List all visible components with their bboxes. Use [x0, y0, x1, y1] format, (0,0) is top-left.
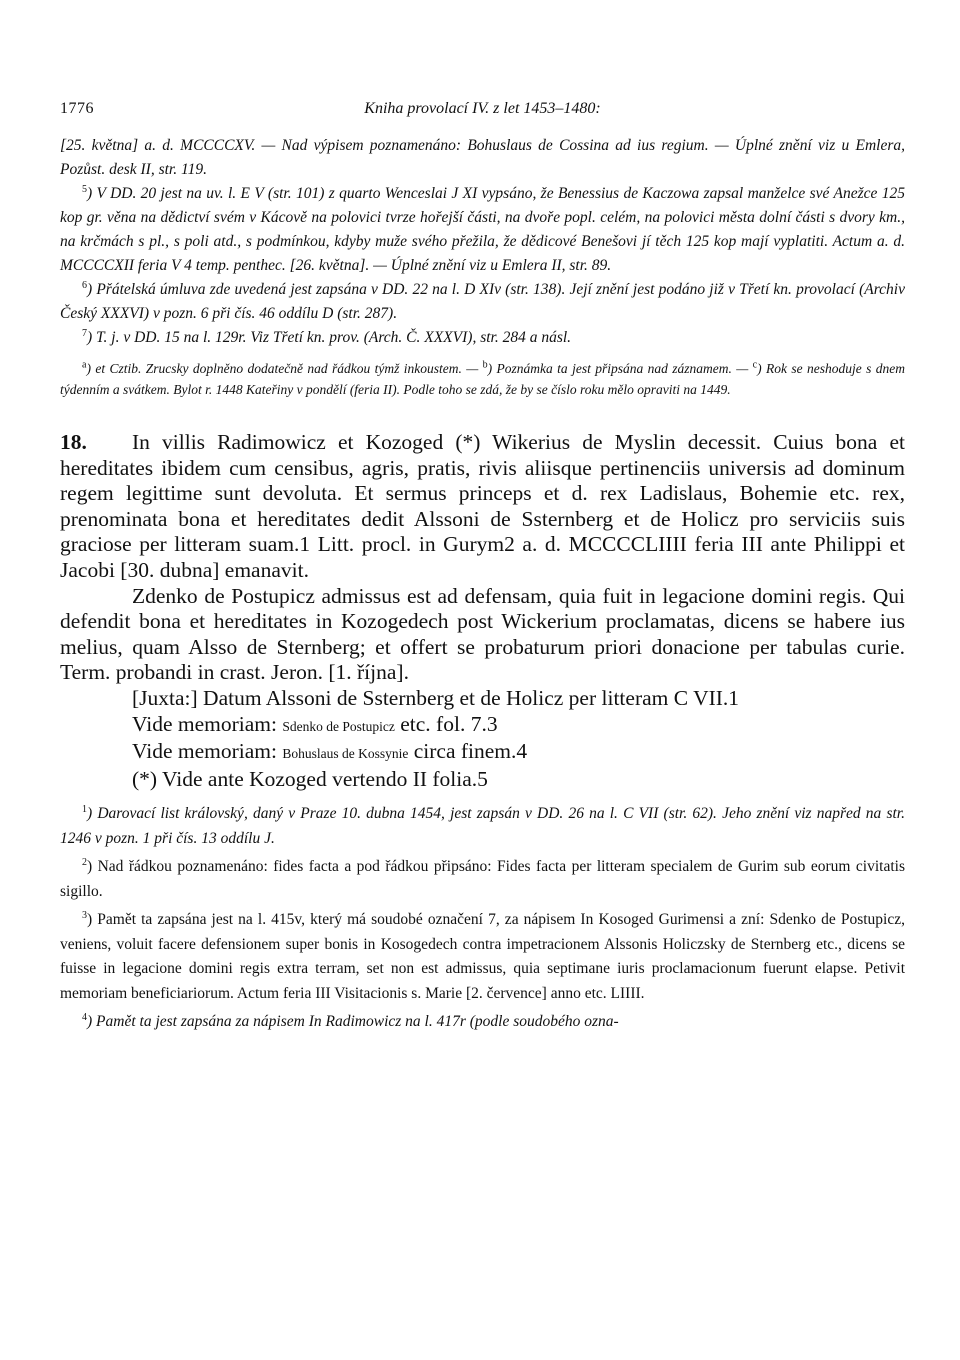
entry-number: 18.: [60, 430, 87, 454]
entry-18: [60, 430, 905, 792]
note-5-mark: 5: [82, 183, 87, 195]
note-5: [60, 182, 905, 278]
note-6-mark: 6: [82, 279, 87, 291]
memoria-2-ref: circa finem.4: [413, 739, 528, 764]
notes-top: [60, 134, 905, 350]
apparatus-a-text: ) et Cztib. Zrucsky doplněno dodatečně nad řádkou týmž inkoustem. —: [86, 361, 479, 376]
footnote-3-mark: 3: [82, 910, 87, 922]
footnote-2-text: ) Nad řádkou poznamenáno: fides facta a pod řádkou připsáno: Fides facta per litteram specialem de Gurim sub eorum civitatis sigillo.: [60, 858, 905, 900]
footnote-1: [60, 802, 905, 851]
footnote-4-mark: 4: [82, 1012, 87, 1024]
memoria-1-label: Vide memoriam:: [132, 711, 277, 736]
entry-paragraph-1: [60, 430, 905, 584]
apparatus-b-text: ) Poznámka ta jest připsána nad záznamem. —: [487, 361, 749, 376]
footnote-2: [60, 855, 905, 904]
footnote-1-mark: 1: [82, 804, 87, 816]
memoria-2-name: Bohuslaus de Kossynie: [282, 746, 409, 762]
note-continuation: [25. května] a. d. MCCCCXV. — Nad výpisem poznamenáno: Bohuslaus de Cossina ad ius regium. — Úplné znění viz u Emlera, Pozůst. desk II, str. 119.: [60, 137, 905, 178]
footnote-4-text: ) Pamět ta jest zapsána za nápisem In Radimowicz na l. 417r (podle soudobého ozna-: [87, 1013, 619, 1031]
memoria-1-ref: etc. fol. 7.3: [400, 711, 498, 736]
entry-memoria-line-1: [60, 712, 905, 740]
footnote-2-mark: 2: [82, 857, 87, 869]
memoria-1-name: Sdenko de Postupicz: [282, 718, 395, 734]
note-7: [60, 326, 905, 350]
memoria-2-label: Vide memoriam:: [132, 739, 277, 764]
footnote-1-text: ) Darovací list královský, daný v Praze 10. dubna 1454, jest zapsán v DD. 26 na l. C VII (str. 62). Jeho znění viz napřed na str. 1246 v pozn. 1 při čís. 13 oddílu J.: [60, 805, 905, 847]
page-header: [60, 100, 905, 134]
entry-juxta-line: [Juxta:] Datum Alssoni de Ssternberg et de Holicz per litteram C VII.1: [132, 685, 740, 710]
note-6-text: ) Přátelská úmluva zde uvedená jest zapsána v DD. 22 na l. D XIv (str. 138). Její znění jest podáno již v Třetí kn. provolací (Archiv Český XXXVI) v pozn. 6 při čís. 46 oddílu D (str. 287).: [60, 281, 905, 322]
note-6: [60, 278, 905, 326]
entry-paragraph-1-text: In villis Radimowicz et Kozoged (*) Wikerius de Myslin decessit. Cuius bona et hereditates ibidem cum censibus, agris, pratis, rivis aliisque pertinenciis universis ad dominum regem legittime sunt devoluta. Et sermus princeps et d. rex Ladislaus, Bohemie etc. rex, prenominata bona et hereditates dedit Alssoni de Ssternberg et de Holicz pro serviciis suis graciose per litteram suam.1 Litt. procl. in Gurym2 a. d. MCCCCLIIII feria III ante Philippi et Jacobi [30. dubna] emanavit.: [60, 430, 905, 582]
entry-memoria-line-2: [60, 739, 905, 767]
critical-apparatus: [60, 358, 905, 400]
footnote-3-text: ) Pamět ta zapsána jest na l. 415v, který má soudobé označení 7, za nápisem In Kosoged Gurimensi a zní: Sdenko de Postupicz, veniens, voluit facere defensionem super bonis in Kosogedech contra impetracionem Alssonis Holiczsky de Sternberg etc., dicens se fuisse in legacione domini regis extra terram, set non est admissus, quia septimane iuris proclamacionum fuerunt elapse. Petivit memoriam beneficiariorum. Actum feria III Visitacionis s. Marie [2. července] anno etc. LIIII.: [60, 911, 905, 1002]
entry-paragraph-2: Zdenko de Postupicz admissus est ad defensam, quia fuit in legacione domini regis. Qui defendit bona et hereditates in Kozogedech post Wickerium proclamatas, dicens se habere ius melius, quam Alsso de Sternberg; et offert se probaturum priori donacione per tabulas curie. Term. probandi in crast. Jeron. [1. října].: [60, 583, 905, 685]
apparatus-c-text: ) Rok se neshoduje s dnem týdenním a svátkem. Bylot r. 1448 Kateřiny v pondělí (feria II). Podle toho se zdá, že by se číslo roku mělo opraviti na 1449.: [60, 361, 906, 397]
apparatus-line: [60, 358, 905, 400]
apparatus-c-mark: c: [752, 359, 758, 371]
footnote-3: [60, 908, 905, 1006]
footnote-4: [60, 1010, 905, 1035]
page-number: 1776: [60, 100, 94, 117]
apparatus-b-mark: b: [482, 359, 488, 371]
note-7-mark: 7: [82, 327, 87, 339]
document-page: [60, 100, 905, 1039]
apparatus-a-mark: a: [82, 359, 87, 371]
footnotes: [60, 802, 905, 1035]
running-title: Kniha provolací IV. z let 1453–1480:: [364, 100, 601, 117]
note-5-text: ) V DD. 20 jest na uv. l. E V (str. 101) z quarto Wenceslai J XI vypsáno, že Benessius de Kaczowa zapsal manželce své Anežce 125 kop gr. věna na dědictví svém v Kácově na polovici tvrze hořejší části, na dvoře popl. celém, na polovici města dolní části s dvory km., na krčmách s pl., s poli atd., s podmínkou, kdyby muže svého přežila, že dědicové Benešovi jí těch 125 kop mají vyplatiti. Actum a. d. MCCCCXII feria V 4 temp. penthec. [26. května]. — Úplné znění viz u Emlera II, str. 89.: [60, 185, 905, 274]
entry-vide-ante-line: (*) Vide ante Kozoged vertendo II folia.5: [132, 766, 488, 791]
note-7-text: ) T. j. v DD. 15 na l. 129r. Viz Třetí kn. prov. (Arch. Č. XXXVI), str. 284 a násl.: [87, 329, 572, 346]
